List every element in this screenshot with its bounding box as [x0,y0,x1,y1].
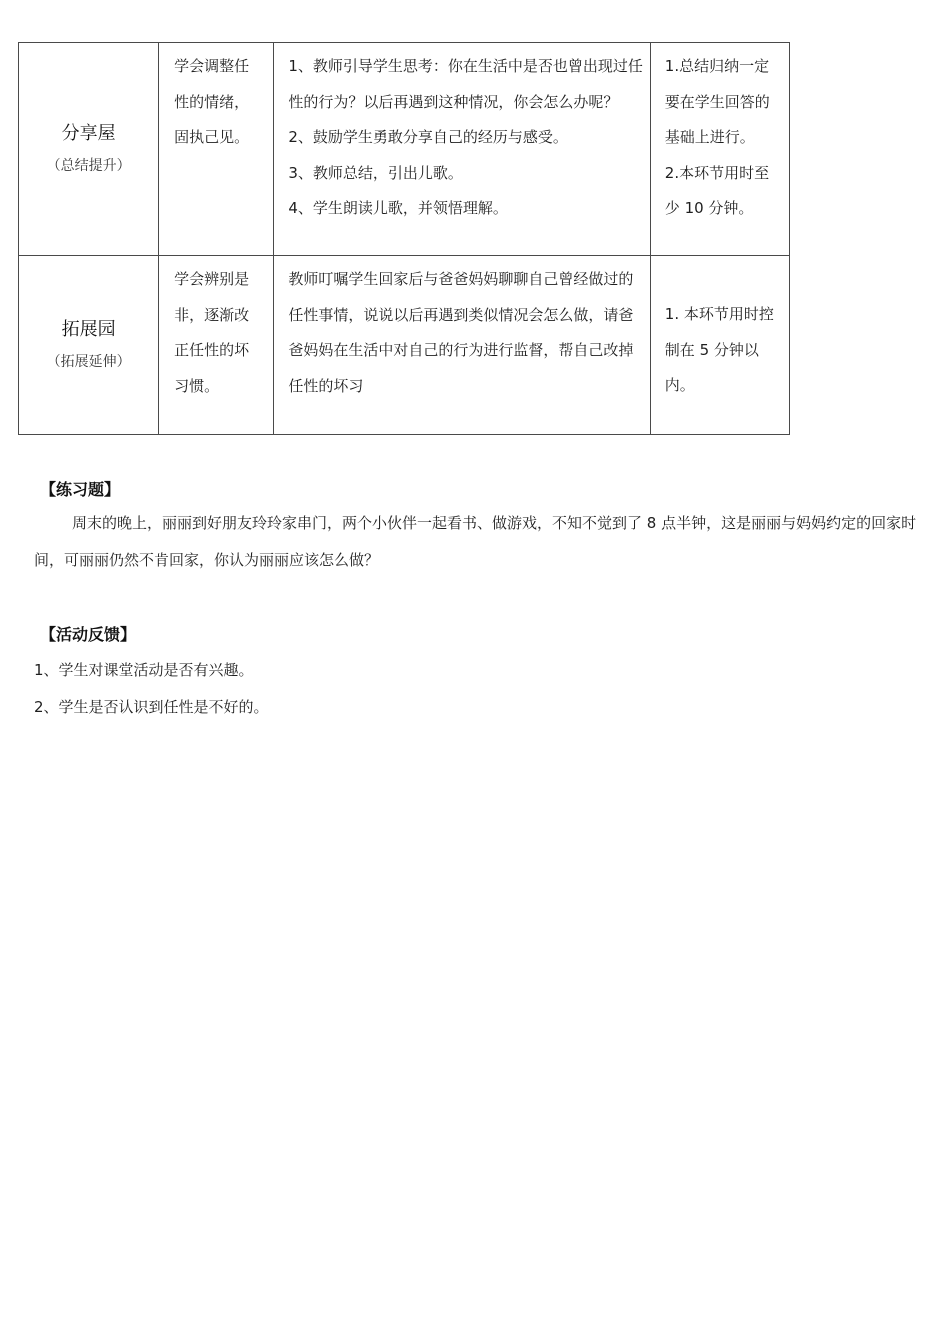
list-item: 2、学生是否认识到任性是不好的。 [34,698,269,716]
process-step: 4、学生朗读儿歌，并领悟理解。 [288,199,508,217]
goal-cell [159,256,274,435]
stage-name: 拓展园 [61,319,116,340]
stage-cell [19,43,159,256]
exercise-heading: 【练习题】 [40,480,121,499]
process-step: 1、教师引导学生思考：你在生活中是否也曾出现过任性的行为？以后再遇到这种情况，你会怎么办呢？ [288,57,643,111]
stage-cell [19,256,159,435]
stage-subtitle: （总结提升） [46,158,131,174]
stage-name: 分享屋 [61,123,116,144]
exercise-body: 周末的晚上，丽丽到好朋友玲玲家串门，两个小伙伴一起看书、做游戏，不知不觉到了 8 点半钟，这是丽丽与妈妈约定的回家时间，可丽丽仍然不肯回家，你认为丽丽应该怎么做？ [34,514,917,569]
process-text [274,43,649,227]
note-cell [650,43,789,256]
table-row [19,43,790,256]
lesson-plan-table [18,42,790,435]
table-row [19,256,790,435]
feedback-list [34,652,269,726]
note-item: 1. 本环节用时控制在 5 分钟以内。 [664,305,774,394]
process-cell [274,43,650,256]
process-step: 教师叮嘱学生回家后与爸爸妈妈聊聊自己曾经做过的任性事情，说说以后再遇到类似情况会怎么做，请爸爸妈妈在生活中对自己的行为进行监督，帮自己改掉任性的坏习 [288,270,634,395]
note-text [651,43,789,227]
goal-text: 学会辨别是非，逐渐改正任性的坏习惯。 [174,270,250,395]
goal-text: 学会调整任性的情绪，固执己见。 [174,57,250,146]
process-step: 2、鼓励学生勇敢分享自己的经历与感受。 [288,128,568,146]
note-cell [650,256,789,435]
stage-subtitle: （拓展延伸） [46,354,131,370]
note-item: 1.总结归纳一定要在学生回答的基础上进行。 [664,57,770,146]
process-cell [274,256,650,435]
note-item: 2.本环节用时至少 10 分钟。 [664,163,770,217]
note-text [651,256,789,404]
goal-cell [159,43,274,256]
list-item: 1、学生对课堂活动是否有兴趣。 [34,661,254,679]
process-text [274,256,649,404]
process-step: 3、教师总结，引出儿歌。 [288,163,463,182]
feedback-heading: 【活动反馈】 [40,625,137,644]
